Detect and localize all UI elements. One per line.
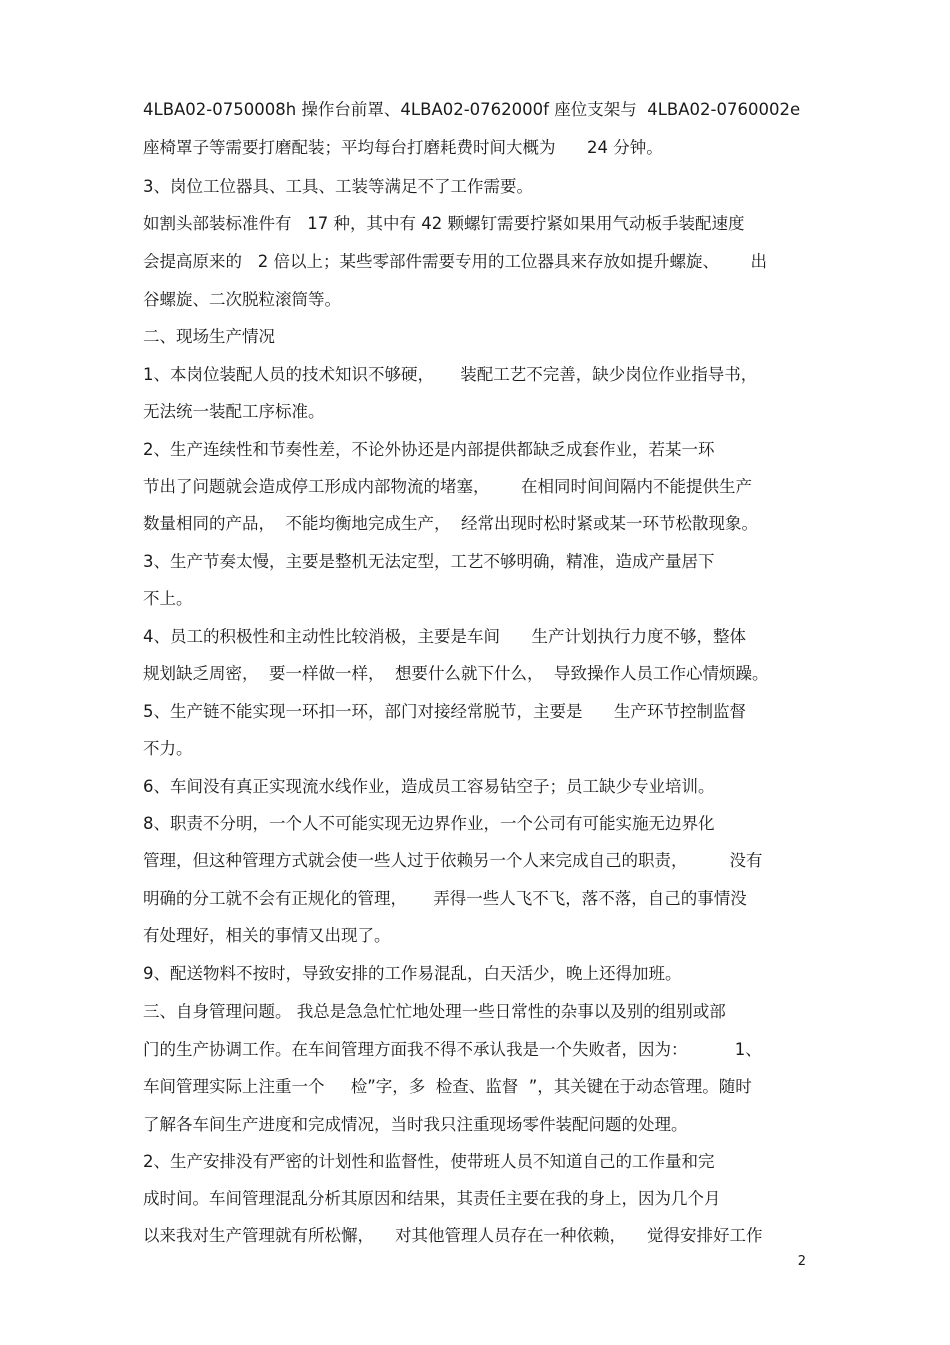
body-text-line: 节出了问题就会造成停工形成内部物流的堵塞， 在相同时间间隔内不能提供生产	[143, 477, 752, 496]
body-text-line: 会提高原来的 2 倍以上；某些零部件需要专用的工位器具来存放如提升螺旋、 出	[143, 252, 767, 271]
body-text-line: 8、职责不分明，一个人不可能实现无边界作业，一个公司有可能实施无边界化	[143, 814, 715, 833]
body-text-line: 1、本岗位装配人员的技术知识不够硬， 装配工艺不完善，缺少岗位作业指导书，	[143, 365, 758, 384]
body-text-line: 6、车间没有真正实现流水线作业，造成员工容易钻空子；员工缺少专业培训。	[143, 777, 715, 796]
body-text-line: 以来我对生产管理就有所松懈， 对其他管理人员存在一种依赖， 觉得安排好工作	[143, 1226, 763, 1245]
body-text-line: 谷螺旋、二次脱粒滚筒等。	[143, 290, 341, 309]
body-text-line: 明确的分工就不会有正规化的管理， 弄得一些人飞不飞，落不落，自己的事情没	[143, 889, 747, 908]
section-heading: 二、现场生产情况	[143, 327, 275, 346]
body-text-line: 4LBA02-0750008h 操作台前罩、4LBA02-0762000f 座位支架与 4LBA02-0760002e	[143, 100, 801, 119]
body-text-line: 门的生产协调工作。在车间管理方面我不得不承认我是一个失败者，因为： 1、	[143, 1040, 762, 1059]
body-text-line: 3、岗位工位器具、工具、工装等满足不了工作需要。	[143, 177, 533, 196]
body-text-line: 9、配送物料不按时，导致安排的工作易混乱，白天活少，晚上还得加班。	[143, 964, 682, 983]
body-text-line: 数量相同的产品， 不能均衡地完成生产， 经常出现时松时紧或某一环节松散现象。	[143, 514, 758, 533]
body-text-line: 5、生产链不能实现一环扣一环，部门对接经常脱节，主要是 生产环节控制监督	[143, 702, 746, 721]
body-text-line: 座椅罩子等需要打磨配装；平均每台打磨耗费时间大概为 24 分钟。	[143, 138, 663, 157]
body-text-line: 成时间。车间管理混乱分析其原因和结果，其责任主要在我的身上，因为几个月	[143, 1189, 721, 1208]
body-text-line: 3、生产节奏太慢，主要是整机无法定型，工艺不够明确，精准，造成产量居下	[143, 552, 715, 571]
page-number: 2	[797, 1254, 806, 1269]
body-text-line: 不上。	[143, 589, 193, 608]
body-text-line: 2、生产连续性和节奏性差，不论外协还是内部提供都缺乏成套作业，若某一环	[143, 440, 715, 459]
body-text-line: 车间管理实际上注重一个 检”字，多 检查、监督 ”，其关键在于动态管理。随时	[143, 1077, 752, 1096]
section-heading: 三、自身管理问题。 我总是急急忙忙地处理一些日常性的杂事以及别的组别或部	[143, 1002, 726, 1021]
body-text-line: 如割头部装标准件有 17 种，其中有 42 颗螺钉需要拧紧如果用气动板手装配速度	[143, 214, 745, 233]
body-text-line: 2、生产安排没有严密的计划性和监督性，使带班人员不知道自己的工作量和完	[143, 1152, 715, 1171]
body-text-line: 规划缺乏周密， 要一样做一样， 想要什么就下什么， 导致操作人员工作心情烦躁。	[143, 664, 769, 683]
body-text-line: 有处理好，相关的事情又出现了。	[143, 926, 391, 945]
body-text-line: 了解各车间生产进度和完成情况，当时我只注重现场零件装配问题的处理。	[143, 1115, 688, 1134]
body-text-line: 不力。	[143, 739, 193, 758]
body-text-line: 无法统一装配工序标准。	[143, 402, 325, 421]
body-text-line: 4、员工的积极性和主动性比较消极，主要是车间 生产计划执行力度不够，整体	[143, 627, 746, 646]
body-text-line: 管理，但这种管理方式就会使一些人过于依赖另一个人来完成自己的职责， 没有	[143, 851, 763, 870]
